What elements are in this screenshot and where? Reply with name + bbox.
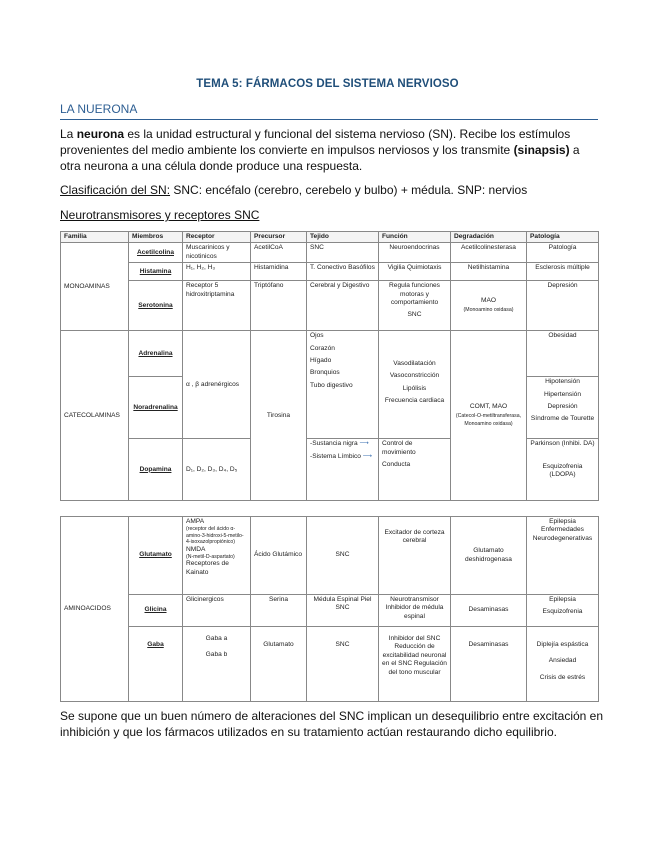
table-row-gaba: [61, 627, 599, 702]
patologia-depresion: Depresión: [547, 403, 578, 411]
receptor-ampa-sub: (receptor del ácido α-amino-3-hidroxi-5-metilo-4-isoxazolpropiónico): [186, 526, 244, 546]
header-familia: Familia: [61, 232, 129, 243]
header-funcion: Función: [379, 232, 451, 243]
table-row-glutamato: [61, 517, 599, 595]
funcion-snc: SNC: [407, 311, 422, 319]
clasificacion-paragraph: [60, 182, 600, 198]
patologia-diplejia: Diplejía espástica: [536, 641, 589, 648]
familia-catecolaminas: CATECOLAMINAS: [61, 331, 129, 501]
tejido-sistema-limbico: [310, 453, 375, 461]
funcion-text: Regula funciones motoras y comportamiento: [389, 282, 440, 307]
cell-tejido: Médula Espinal Piel SNC: [307, 595, 379, 627]
cell-funcion-dopamina: [379, 439, 451, 501]
intro-paragraph: [60, 126, 600, 174]
cell-funcion: Inhibidor del SNC Reducción de excitabilidad neuronal en el SNC Regulación del tono muscular: [379, 627, 451, 702]
cell-receptor: H₁, H₂, H₃: [183, 263, 251, 281]
header-degradacion: Degradación: [451, 232, 527, 243]
page-title: TEMA 5: FÁRMACOS DEL SISTEMA NERVIOSO: [196, 78, 459, 90]
tejido-sustancia-nigra-text: -Sustancia nigra: [310, 440, 358, 448]
neurotransmisores-table-1: [60, 231, 599, 501]
table-header-row: [61, 232, 599, 243]
cell-patologia: Depresión: [527, 281, 599, 331]
cell-patologia: Esclerosis múltiple: [527, 263, 599, 281]
receptor-ampa: AMPA: [186, 518, 205, 525]
cell-tejido: T. Conectivo Basófilos: [307, 263, 379, 281]
tejido-sistema-limbico-text: -Sistema Límbico: [310, 452, 361, 460]
cell-tejido: SNC: [307, 517, 379, 595]
tejido-ojos: Ojos: [310, 332, 324, 340]
cell-precursor: Histamidina: [251, 263, 307, 281]
cell-receptor: Muscarinicos y nicotinicos: [183, 243, 251, 263]
patologia-crisis-estres: Crisis de estrés: [539, 673, 586, 681]
intro-bold-sinapsis: (sinapsis): [513, 143, 570, 157]
cell-funcion: Neurotransmisor Inhibidor de médula espinal: [379, 595, 451, 627]
table-row-acetilcolina: [61, 243, 599, 263]
tejido-higado: Hígado: [310, 357, 332, 365]
patologia-hipertension: Hipertensión: [543, 390, 582, 398]
cell-funcion: Neuroendocrinas: [379, 243, 451, 263]
cell-precursor: AcetilCoA: [251, 243, 307, 263]
miembro-adrenalina: Adrenalina: [129, 331, 183, 377]
cell-patologia-dopamina: [527, 439, 599, 501]
funcion-control-movimiento: Control de movimiento: [382, 440, 416, 456]
cell-degradacion: Glutamato deshidrogenasa: [451, 517, 527, 595]
cell-funcion: [379, 281, 451, 331]
section-heading: LA NUERONA: [60, 102, 598, 120]
cell-tejido: SNC: [307, 627, 379, 702]
cell-funcion: Vigilia Quimiotaxis: [379, 263, 451, 281]
cell-precursor-tirosina: Tirosina: [251, 331, 307, 501]
funcion-vasoconstriccion: Vasoconstricción: [389, 372, 440, 380]
patologia-tourette: Síndrome de Tourette: [530, 415, 595, 423]
cell-tejidos-catecolaminas: [307, 331, 379, 439]
closing-paragraph: Se supone que un buen número de alteraciones del SNC implican un desequilibrio entre excitación en inhibición y que los fármacos utilizados en su tratamiento actúan restaurando dicho equilibrio.: [60, 709, 604, 739]
receptor-gaba-a: Gaba a: [205, 635, 228, 642]
funcion-frecuencia-cardiaca: Frecuencia cardiaca: [384, 397, 445, 405]
patologia-ansiedad: Ansiedad: [548, 657, 577, 665]
cell-tejido: SNC: [307, 243, 379, 263]
familia-aminoacidos: AMINOACIDOS: [61, 517, 129, 702]
tejido-tubo-digestivo: Tubo digestivo: [310, 381, 353, 389]
patologia-parkinson: Parkinson (Inhibi. DA): [530, 440, 595, 448]
degradacion-mao-sub: (Monoamino oxidasa): [463, 306, 514, 313]
intro-bold-neurona: neurona: [76, 127, 125, 141]
intro-text-e: a otra neurona a una célula donde produce una respuesta.: [60, 143, 580, 173]
intro-text-a: La: [60, 127, 77, 141]
cell-precursor: Glutamato: [251, 627, 307, 702]
header-miembros: Miembros: [129, 232, 183, 243]
tejido-sustancia-nigra: [310, 440, 375, 448]
cell-precursor: Ácido Glutámico: [251, 517, 307, 595]
degradacion-comt-sub: (Catecol-O-metiltransferasa, Monoamino oxidasa): [455, 412, 522, 427]
tejido-bronquios: Bronquios: [310, 369, 340, 377]
miembro-gaba: Gaba: [129, 627, 183, 702]
header-receptor: Receptor: [183, 232, 251, 243]
receptor-gaba-b: Gaba b: [205, 651, 228, 659]
patologia-esquizofrenia: Esquizofrenia: [542, 608, 583, 616]
cell-precursor: Serina: [251, 595, 307, 627]
neurotransmisores-heading: Neurotransmisores y receptores SNC: [60, 208, 260, 222]
table-row-adrenalina: [61, 331, 599, 377]
funcion-vasodilatacion: Vasodilatación: [393, 359, 436, 367]
tejido-corazon: Corazón: [310, 344, 335, 352]
receptor-nmda: NMDA: [186, 545, 206, 553]
table-row-histamina: [61, 263, 599, 281]
degradacion-mao: MAO: [480, 297, 497, 305]
table-row-glicina: [61, 595, 599, 627]
cell-degradacion: Netilhistamina: [451, 263, 527, 281]
miembro-glicina: Glicina: [129, 595, 183, 627]
funcion-lipolisis: Lipólisis: [402, 384, 427, 392]
cell-receptor: Receptor 5 hidroxitriptamina: [183, 281, 251, 331]
neurotransmisores-table-2: [60, 516, 599, 702]
intro-text-c: es la unidad estructural y funcional del sistema nervioso (SN). Recibe los estímulos provenientes del medio ambiente los convierte en impulsos nerviosos y los transmite: [60, 127, 571, 157]
arrow-icon: ⟶: [359, 440, 369, 448]
clasificacion-label: Clasificación del SN:: [60, 183, 171, 197]
cell-receptor: Glicinergicos: [183, 595, 251, 627]
patologia-epilepsia: Epilepsia: [549, 596, 576, 603]
funcion-conducta: Conducta: [382, 461, 411, 469]
miembro-serotonina: Serotonina: [129, 281, 183, 331]
arrow-icon: ⟶: [362, 452, 373, 460]
cell-patologias-noradrenalina: [527, 377, 599, 439]
miembro-histamina: Histamina: [129, 263, 183, 281]
cell-receptor-glutamato: [183, 517, 251, 595]
cell-patologia-obesidad: Obesidad: [527, 331, 599, 377]
header-tejido: Tejido: [307, 232, 379, 243]
miembro-acetilcolina: Acetilcolina: [129, 243, 183, 263]
patologia-hipotension: Hipotensión: [545, 378, 580, 386]
cell-receptor-catecolaminas: α , β adrenérgicos: [183, 331, 251, 439]
cell-tejido: Cerebral y Digestivo: [307, 281, 379, 331]
cell-tejido-dopamina: [307, 439, 379, 501]
cell-degradacion: Desaminasas: [451, 595, 527, 627]
miembro-noradrenalina: Noradrenalina: [129, 377, 183, 439]
table-row-serotonina: [61, 281, 599, 331]
cell-patologia-glicina: [527, 595, 599, 627]
cell-patologia: Epilepsia Enfermedades Neurodegenerativas: [527, 517, 599, 595]
miembro-glutamato: Glutamato: [129, 517, 183, 595]
cell-patologia: Patología: [527, 243, 599, 263]
receptor-nmda-sub: (N-metil-D-aspartato): [186, 554, 235, 561]
familia-monoaminas: MONOAMINAS: [61, 243, 129, 331]
miembro-dopamina: Dopamina: [129, 439, 183, 501]
cell-precursor: Triptófano: [251, 281, 307, 331]
cell-funcion: Excitador de corteza cerebral: [379, 517, 451, 595]
cell-funciones-catecolaminas: [379, 331, 451, 439]
cell-receptor-dopamina: D₁, D₂, D₃, D₄, D₅: [183, 439, 251, 501]
receptor-kainato: Receptores de Kainato: [186, 560, 229, 576]
header-precursor: Precursor: [251, 232, 307, 243]
degradacion-comt-mao: COMT, MAO: [469, 403, 508, 411]
patologia-esquizofrenia: Esquizofrenia (LDOPA): [542, 462, 583, 479]
header-patologia: Patología: [527, 232, 599, 243]
clasificacion-text: SNC: encéfalo (cerebro, cerebelo y bulbo) + médula. SNP: nervios: [170, 183, 528, 197]
cell-degradacion-comt: [451, 331, 527, 501]
cell-receptor-gaba: [183, 627, 251, 702]
cell-patologia-gaba: [527, 627, 599, 702]
cell-degradacion: Desaminasas: [451, 627, 527, 702]
cell-degradacion: [451, 281, 527, 331]
cell-degradacion: Acetilcolinesterasa: [451, 243, 527, 263]
